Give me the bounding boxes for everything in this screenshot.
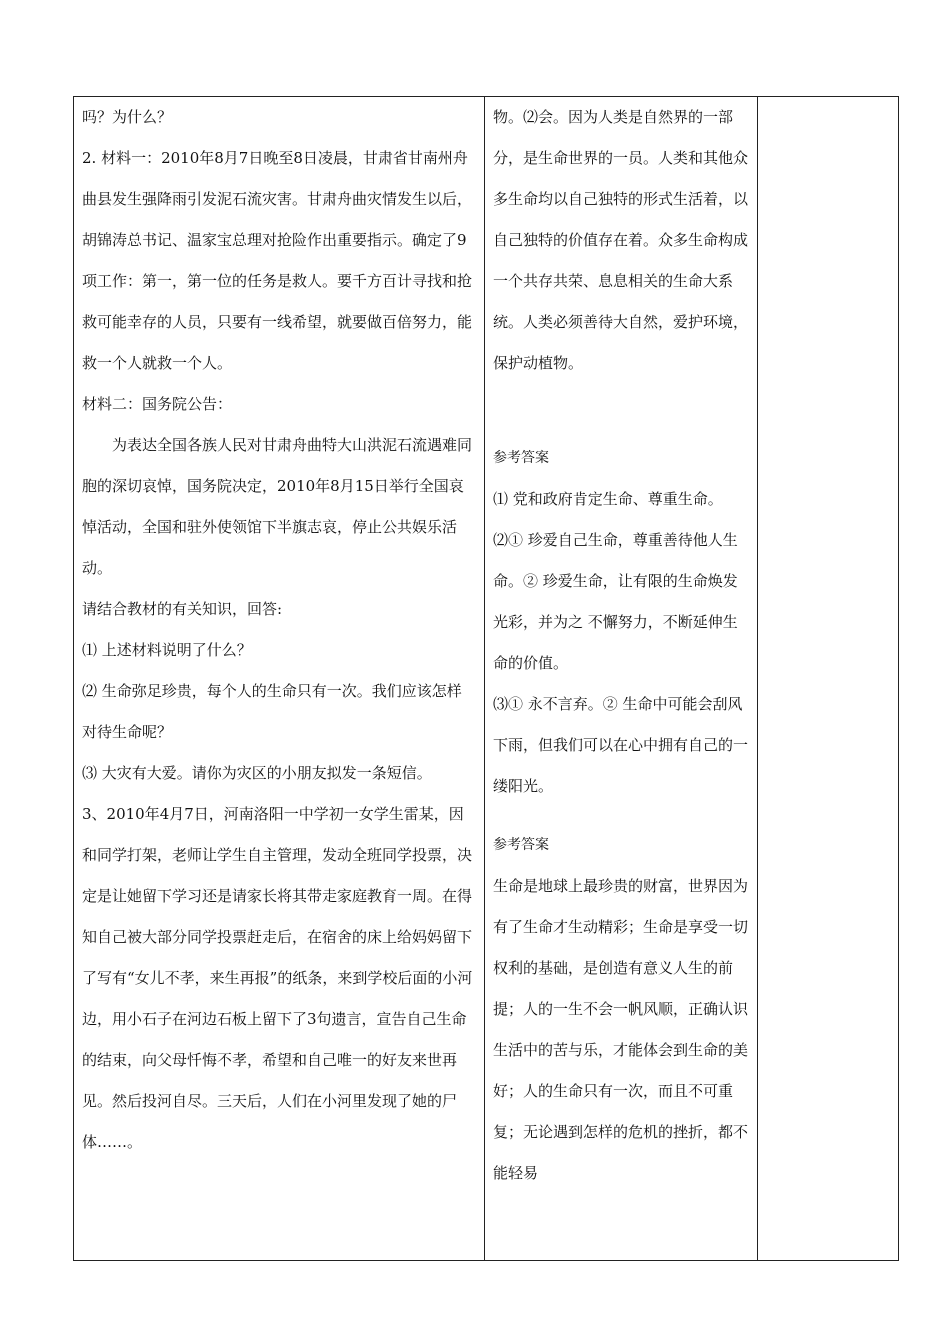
- answer-continuation: 物。⑵会。因为人类是自然界的一部分，是生命世界的一员。人类和其他众多生命均以自己独特的形式生活着，以自己独特的价值存在着。众多生命构成一个共存共荣、息息相关的生命大系统。人类必须善待大自然，爱护环境，保护动植物。: [493, 108, 749, 372]
- question-item-2: ⑵ 生命弥足珍贵，每个人的生命只有一次。我们应该怎样对待生命呢？: [82, 682, 462, 741]
- answer-heading-1: 参考答案: [493, 450, 549, 466]
- question-item-3: ⑶ 大灾有大爱。请你为灾区的小朋友拟发一条短信。: [82, 764, 432, 782]
- worksheet-table: [73, 96, 899, 1261]
- state-council-notice: 为表达全国各族人民对甘肃舟曲特大山洪泥石流遇难同胞的深切哀悼，国务院决定，2010年8月15日举行全国哀悼活动，全国和驻外使领馆下半旗志哀，停止公共娱乐活动。: [82, 436, 473, 577]
- spacer: [493, 384, 749, 438]
- material-two-heading: 材料二：国务院公告：: [82, 395, 233, 413]
- question-item-1: ⑴ 上述材料说明了什么？: [82, 641, 252, 659]
- material-one: 2. 材料一：2010年8月7日晚至8日凌晨，甘肃省甘南州舟曲县发生强降雨引发泥石流灾害。甘肃舟曲灾情发生以后，胡锦涛总书记、温家宝总理对抢险作出重要指示。确定了9项工作：第一，第一位的任务是救人。要千方百计寻找和抢救可能幸存的人员，只要有一线希望，就要做百倍努力，能救一个人就救一个人。: [82, 149, 473, 372]
- answer-item-3: ⑶① 永不言弃。② 生命中可能会刮风下雨，但我们可以在心中拥有自己的一缕阳光。: [493, 695, 749, 795]
- question-line: 吗？为什么？: [82, 108, 173, 126]
- answer-heading-2: 参考答案: [493, 837, 549, 853]
- answer-column: [485, 97, 758, 1261]
- answer-item-2: ⑵① 珍爱自己生命，尊重善待他人生命。② 珍爱生命，让有限的生命焕发光彩，并为之 不懈努力，不断延伸生命的价值。: [493, 531, 738, 672]
- question-column: [74, 97, 485, 1261]
- spacer: [493, 807, 749, 825]
- instruction: 请结合教材的有关知识，回答:: [82, 600, 283, 618]
- question-three-story: 3、2010年4月7日，河南洛阳一中学初一女学生雷某，因和同学打架，老师让学生自主管理，发动全班同学投票，决定是让她留下学习还是请家长将其带走家庭教育一周。在得知自己被大部分同学投票赶走后，在宿舍的床上给妈妈留下了写有“女儿不孝，来生再报”的纸条，来到学校后面的小河边，用小石子在河边石板上留下了3句遗言，宣告自己生命的结束，向父母忏悔不孝，希望和自己唯一的好友来世再见。然后投河自尽。三天后，人们在小河里发现了她的尸体……。: [82, 805, 473, 1151]
- table-row: [74, 97, 899, 1261]
- answer-text-2: 生命是地球上最珍贵的财富，世界因为有了生命才生动精彩；生命是享受一切权利的基础，是创造有意义人生的前提；人的一生不会一帆风顺，正确认识生活中的苦与乐，才能体会到生命的美好；人的生命只有一次，而且不可重复；无论遇到怎样的危机的挫折，都不能轻易: [493, 877, 749, 1182]
- answer-item-1: ⑴ 党和政府肯定生命、尊重生命。: [493, 490, 723, 508]
- notes-column: [758, 97, 899, 1261]
